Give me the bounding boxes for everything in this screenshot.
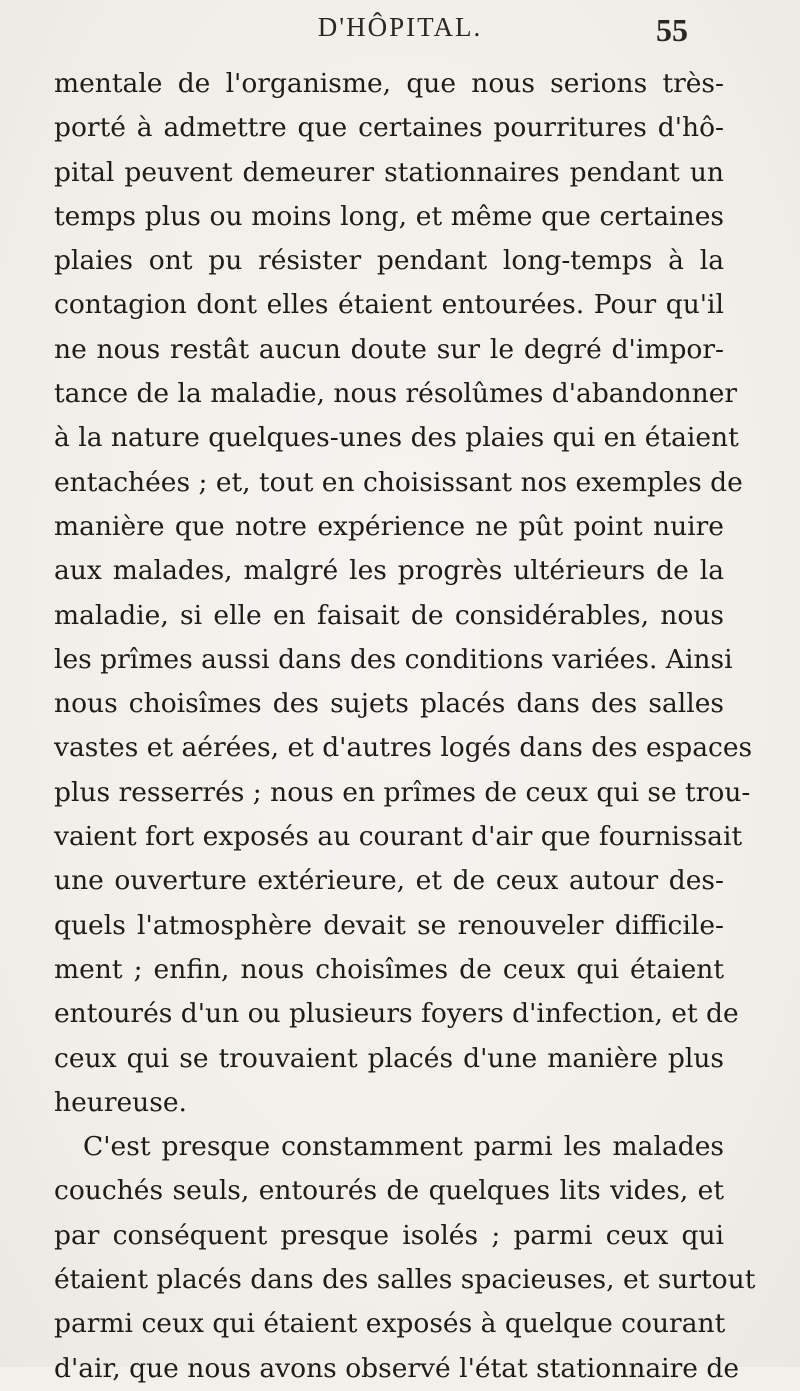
text-line: pital peuvent demeurer stationnaires pendant un <box>54 156 724 188</box>
text-line: nous choisîmes des sujets placés dans des salles <box>54 688 724 720</box>
text-line: par conséquent presque isolés ; parmi ceux qui <box>54 1219 724 1251</box>
text-line: porté à admettre que certaines pourritures d'hô- <box>54 112 724 144</box>
text-line: ne nous restât aucun doute sur le degré d'impor- <box>54 333 724 365</box>
text-line: entachées ; et, tout en choisissant nos exemples de <box>54 466 743 498</box>
text-line: étaient placés dans des salles spacieuses, et surtout <box>54 1264 756 1296</box>
text-line: contagion dont elles étaient entourées. Pour qu'il <box>54 289 724 321</box>
text-line: temps plus ou moins long, et même que certaines <box>54 200 724 232</box>
text-line: couchés seuls, entourés de quelques lits vides, et <box>54 1175 724 1207</box>
text-line: vastes et aérées, et d'autres logés dans des espaces <box>54 732 753 764</box>
text-line: maladie, si elle en faisait de considérables, nous <box>54 599 724 631</box>
text-line: vaient fort exposés au courant d'air que fournissait <box>54 821 743 853</box>
text-line: les prîmes aussi dans des conditions variées. Ainsi <box>54 643 733 675</box>
text-line: manière que notre expérience ne pût point nuire <box>54 510 724 542</box>
text-line: mentale de l'organisme, que nous serions très- <box>54 68 724 99</box>
body-text <box>54 62 756 1391</box>
text-line: aux malades, malgré les progrès ultérieurs de la <box>54 555 724 587</box>
text-line: d'air, que nous avons observé l'état stationnaire de <box>54 1352 740 1384</box>
text-line: ceux qui se trouvaient placés d'une manière plus <box>54 1042 724 1074</box>
text-line: plaies ont pu résister pendant long-temps à la <box>54 245 724 277</box>
running-title: D'HÔPITAL. <box>317 12 483 42</box>
text-line: tance de la maladie, nous résolûmes d'abandonner <box>54 378 738 410</box>
text-line: une ouverture extérieure, et de ceux autour des- <box>54 865 724 897</box>
text-line: C'est presque constamment parmi les malades <box>83 1131 724 1163</box>
running-head <box>0 12 800 52</box>
text-line: à la nature quelques-unes des plaies qui en étaient <box>54 422 739 454</box>
text-line: quels l'atmosphère devait se renouveler difficile- <box>54 909 724 941</box>
text-line: entourés d'un ou plusieurs foyers d'infection, et de <box>54 998 739 1030</box>
text-line: plus resserrés ; nous en prîmes de ceux qui se trou- <box>54 776 751 808</box>
text-line: parmi ceux qui étaient exposés à quelque courant <box>54 1308 726 1340</box>
text-line: heureuse. <box>54 1086 187 1118</box>
page-number: 55 <box>656 12 688 48</box>
text-line: ment ; enfin, nous choisîmes de ceux qui étaient <box>54 953 724 985</box>
